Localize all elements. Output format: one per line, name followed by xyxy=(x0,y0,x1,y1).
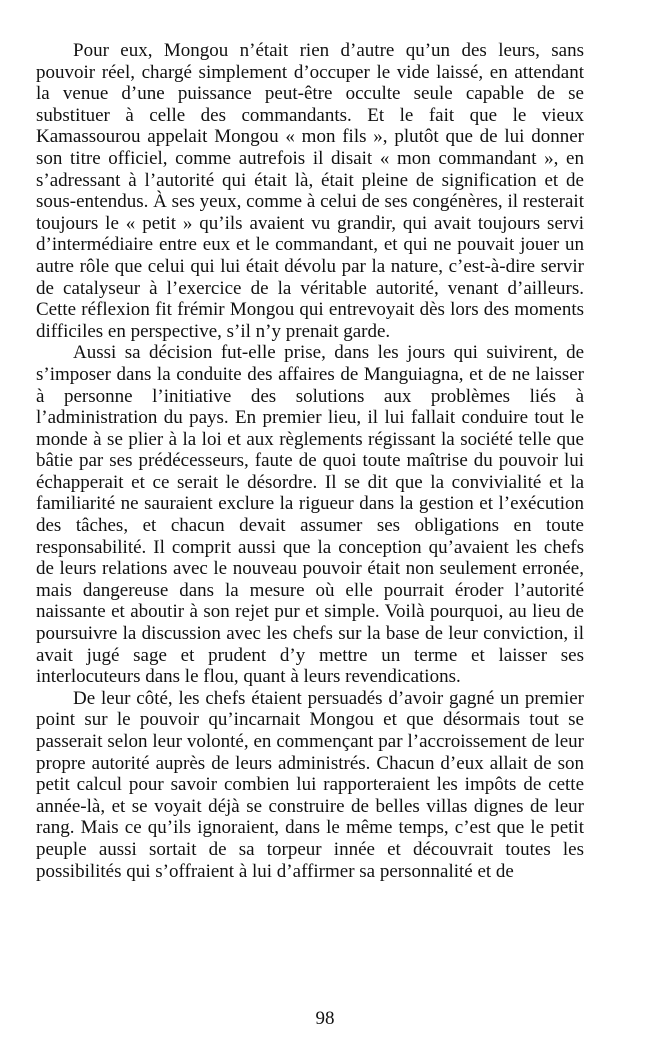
paragraph: Aussi sa décision fut-elle prise, dans les jours qui suivirent, de s’imposer dans la conduite des affaires de Manguiagna, et de ne laisser à personne l’initiative des solutions aux problèmes liés à l’administration du pays. En premier lieu, il lui fallait conduire tout le monde à se plier à la loi et aux règlements régissant la société telle que bâtie par ses prédécesseurs, faute de quoi toute maîtrise du pouvoir lui échapperait et ce serait le désordre. Il se dit que la convivialité et la familiarité ne sauraient exclure la rigueur dans la gestion et l’exécution des tâches, et chacun devait assumer ses obligations en toute responsabilité. Il comprit aussi que la conception qu’avaient les chefs de leurs relations avec le nouveau pouvoir était non seulement erronée, mais dangereuse dans la mesure où elle pourrait éroder l’autorité naissante et aboutir à son rejet pur et simple. Voilà pourquoi, au lieu de poursuivre la discussion avec les chefs sur la base de leur conviction, il avait jugé sage et prudent d’y mettre un terme et laisser ses interlocuteurs dans le flou, quant à leurs revendications. xyxy=(36,342,584,688)
paragraph: De leur côté, les chefs étaient persuadés d’avoir gagné un premier point sur le pouvoir qu’incarnait Mongou et que désormais tout se passerait selon leur volonté, en commençant par l’accroissement de leur propre autorité auprès de leurs administrés. Chacun d’eux allait de son petit calcul pour savoir combien lui rapporteraient les impôts de cette année-là, et se voyait déjà se construire de belles villas dignes de leur rang. Mais ce qu’ils ignoraient, dans le même temps, c’est que le petit peuple aussi sortait de sa torpeur innée et découvrait toutes les possibilités qui s’offraient à lui d’affirmer sa personnalité et de xyxy=(36,687,584,882)
page-body xyxy=(36,40,584,882)
paragraph: Pour eux, Mongou n’était rien d’autre qu’un des leurs, sans pouvoir réel, chargé simplement d’occuper le vide laissé, en attendant la venue d’une puissance peut-être occulte seule capable de se substituer à celle des commandants. Et le fait que le vieux Kamassourou appelait Mongou « mon fils », plutôt que de lui donner son titre officiel, comme autrefois il disait « mon commandant », en s’adressant à l’autorité qui était là, était pleine de signification et de sous-entendus. À ses yeux, comme à celui de ses congénères, il resterait toujours le « petit » qu’ils avaient vu grandir, qui avait toujours servi d’intermédiaire entre eux et le commandant, et qui ne pouvait jouer un autre rôle que celui qui lui était dévolu par la nature, c’est-à-dire servir de catalyseur à l’exercice de la véritable autorité, venant d’ailleurs. Cette réflexion fit frémir Mongou qui entrevoyait dès lors des moments difficiles en perspective, s’il n’y prenait garde. xyxy=(36,40,584,342)
page-number: 98 xyxy=(315,1008,335,1029)
